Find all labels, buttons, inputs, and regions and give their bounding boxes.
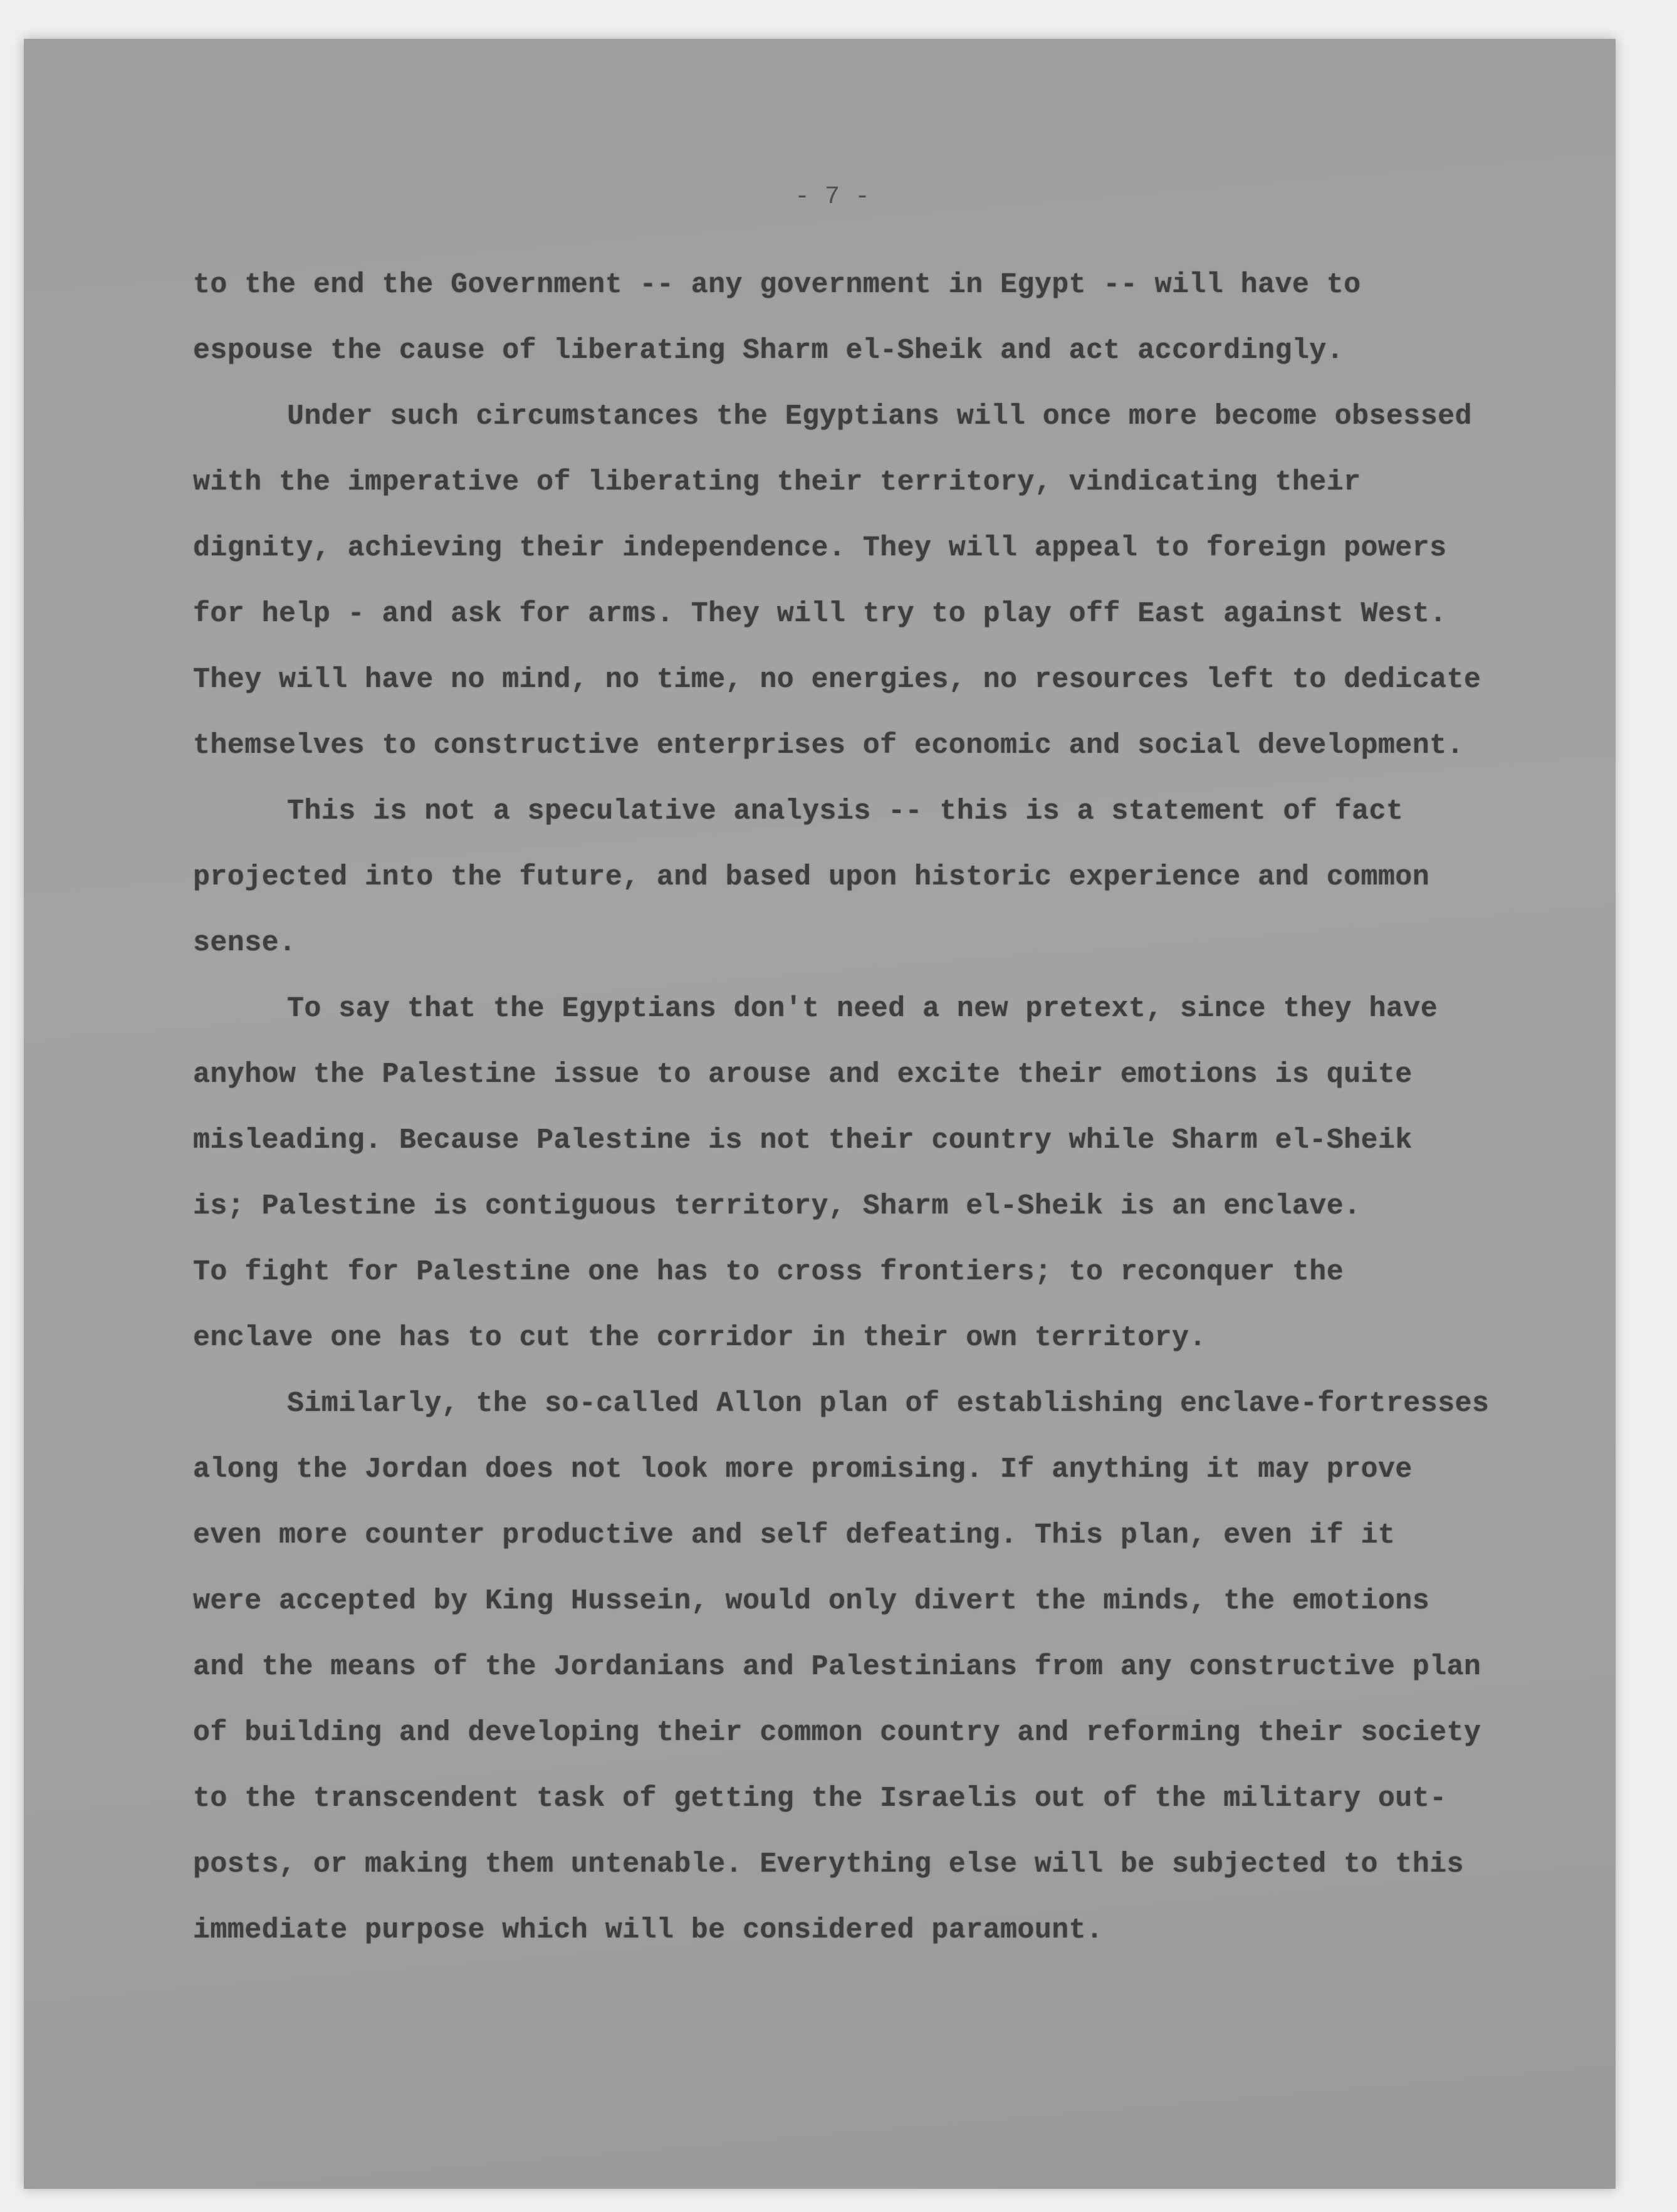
- text-line: along the Jordan does not look more promising. If anything it may prove: [193, 1454, 1413, 1486]
- text-line: enclave one has to cut the corridor in their own territory.: [193, 1322, 1206, 1354]
- text-line: posts, or making them untenable. Everything else will be subjected to this: [193, 1848, 1464, 1880]
- page-number: - 7 -: [794, 183, 870, 211]
- text-line: to the end the Government -- any government in Egypt -- will have to: [193, 269, 1361, 301]
- text-line: anyhow the Palestine issue to arouse and excite their emotions is quite: [193, 1059, 1413, 1091]
- text-line: Similarly, the so-called Allon plan of establishing enclave-fortresses: [287, 1388, 1490, 1420]
- text-line: This is not a speculative analysis -- this is a statement of fact: [287, 795, 1404, 827]
- text-line: To say that the Egyptians don't need a new pretext, since they have: [287, 993, 1438, 1025]
- text-line: with the imperative of liberating their territory, vindicating their: [193, 466, 1361, 498]
- text-line: of building and developing their common country and reforming their society: [193, 1717, 1481, 1749]
- text-line: themselves to constructive enterprises of economic and social development.: [193, 730, 1464, 762]
- text-line: were accepted by King Hussein, would only divert the minds, the emotions: [193, 1585, 1430, 1617]
- text-line: To fight for Palestine one has to cross frontiers; to reconquer the: [193, 1256, 1344, 1288]
- text-line: immediate purpose which will be considered paramount.: [193, 1914, 1104, 1946]
- text-line: and the means of the Jordanians and Palestinians from any constructive plan: [193, 1651, 1481, 1683]
- text-line: misleading. Because Palestine is not their country while Sharm el-Sheik: [193, 1124, 1413, 1156]
- text-line: dignity, achieving their independence. They will appeal to foreign powers: [193, 532, 1447, 564]
- document-page: [24, 39, 1616, 2189]
- text-line: Under such circumstances the Egyptians will once more become obsessed: [287, 401, 1472, 432]
- text-line: They will have no mind, no time, no energies, no resources left to dedicate: [193, 664, 1481, 696]
- text-line: for help - and ask for arms. They will try to play off East against West.: [193, 598, 1447, 630]
- text-line: sense.: [193, 927, 296, 959]
- text-line: to the transcendent task of getting the Israelis out of the military out-: [193, 1783, 1447, 1815]
- document-body: [193, 252, 1659, 1963]
- text-line: espouse the cause of liberating Sharm el-Sheik and act accordingly.: [193, 335, 1344, 367]
- text-line: projected into the future, and based upon historic experience and common: [193, 861, 1430, 893]
- text-line: is; Palestine is contiguous territory, Sharm el-Sheik is an enclave.: [193, 1190, 1361, 1222]
- text-line: even more counter productive and self defeating. This plan, even if it: [193, 1519, 1396, 1551]
